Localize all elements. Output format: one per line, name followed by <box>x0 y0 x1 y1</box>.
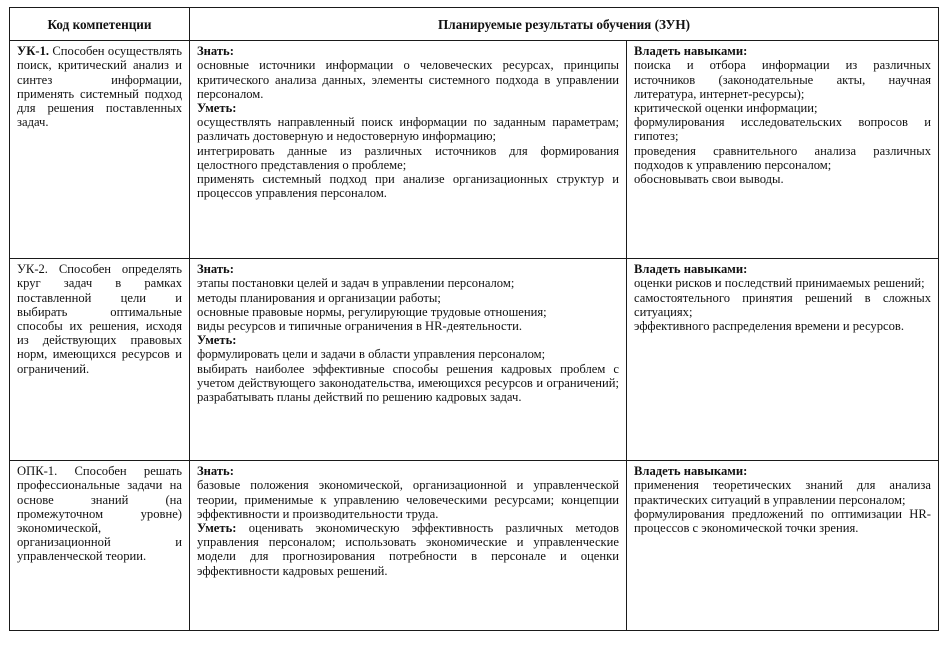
competency-description: Способен осуществлять поиск, критический анализ и синтез информации, применять системный подход для решения поставленных задач. <box>17 44 182 130</box>
can-item: осуществлять направленный поиск информации по заданным параметрам; различать достоверную и недостоверную информацию; <box>197 115 619 144</box>
know-text: базовые положения экономической, организационной и управленческой теории, применимые к управлению человеческими ресурсами; концепции эффективности и производительности труда. <box>197 478 619 521</box>
know-label: Знать: <box>197 44 234 59</box>
can-label: Уметь: <box>197 521 237 536</box>
header-planned-results: Планируемые результаты обучения (ЗУН) <box>190 8 939 41</box>
know-text: основные источники информации о человеческих ресурсах, принципы критического анализа данных, элементы системного подхода в управлении персоналом. <box>197 58 619 101</box>
know-item: методы планирования и организации работы; <box>197 290 441 305</box>
table-row <box>10 41 939 259</box>
can-text: оценивать экономическую эффективность различных методов управления персоналом; использовать экономические и управленческие модели для прогнозирования потребности в персонале и оценки эффективности кадровых решений. <box>197 521 619 578</box>
can-label: Уметь: <box>197 333 237 348</box>
know-item: этапы постановки целей и задач в управлении персоналом; <box>197 276 515 291</box>
skills-item: поиска и отбора информации из различных источников (законодательные акты, научная литература, интернет-ресурсы); <box>634 58 931 101</box>
skills-cell <box>627 41 939 259</box>
can-label: Уметь: <box>197 101 237 116</box>
competency-code: УК-1. <box>17 44 50 59</box>
skills-label: Владеть навыками: <box>634 464 748 479</box>
competency-table <box>9 7 939 631</box>
skills-item: формулирования предложений по оптимизации HR-процессов с экономической точки зрения. <box>634 506 931 536</box>
skills-cell <box>627 259 939 461</box>
skills-label: Владеть навыками: <box>634 262 748 277</box>
header-competency-code: Код компетенции <box>10 8 190 41</box>
can-item: выбирать наиболее эффективные способы решения кадровых проблем с учетом действующего законодательства, имеющихся ресурсов и ограничений; разрабатывать планы действий по решению кадровых задач. <box>197 361 619 405</box>
skills-label: Владеть навыками: <box>634 44 748 59</box>
skills-item: проведения сравнительного анализа различных подходов к управлению персоналом; <box>634 143 931 172</box>
competency-description: Способен решать профессиональные задачи на основе знаний (на промежуточном уровне) экономической, организационной и управленческой теории. <box>17 464 182 564</box>
competency-code-cell <box>10 461 190 631</box>
skills-item: обосновывать свои выводы. <box>634 172 784 187</box>
know-item: основные правовые нормы, регулирующие трудовые отношения; <box>197 304 547 319</box>
competency-code-cell <box>10 259 190 461</box>
competency-code-cell <box>10 41 190 259</box>
skills-item: самостоятельного принятия решений в сложных ситуациях; <box>634 290 931 319</box>
table-row <box>10 461 939 631</box>
skills-item: эффективного распределения времени и ресурсов. <box>634 319 904 334</box>
knowledge-cell <box>190 41 627 259</box>
knowledge-cell <box>190 259 627 461</box>
skills-item: критической оценки информации; <box>634 101 818 116</box>
skills-cell <box>627 461 939 631</box>
skills-item: формулирования исследовательских вопросов и гипотез; <box>634 115 931 144</box>
can-item: интегрировать данные из различных источников для формирования целостного представления о проблеме; <box>197 143 619 172</box>
skills-item: применения теоретических знаний для анализа практических ситуаций в управлении персоналом; <box>634 478 931 507</box>
know-label: Знать: <box>197 464 234 479</box>
competency-code: УК-2. <box>17 262 48 277</box>
know-label: Знать: <box>197 262 234 277</box>
know-item: виды ресурсов и типичные ограничения в HR-деятельности. <box>197 319 522 334</box>
competency-code: ОПК-1. <box>17 464 58 479</box>
knowledge-cell <box>190 461 627 631</box>
can-item: применять системный подход при анализе организационных структур и процессов управления персоналом. <box>197 172 619 201</box>
can-block <box>197 521 619 578</box>
skills-item: оценки рисков и последствий принимаемых решений; <box>634 276 925 291</box>
table-row <box>10 259 939 461</box>
can-item: формулировать цели и задачи в области управления персоналом; <box>197 347 546 362</box>
competency-description: Способен определять круг задач в рамках поставленной цели и выбирать оптимальные способы их решения, исходя из действующих правовых норм, имеющихся ресурсов и ограничений. <box>17 262 182 376</box>
table-header-row <box>10 8 939 41</box>
